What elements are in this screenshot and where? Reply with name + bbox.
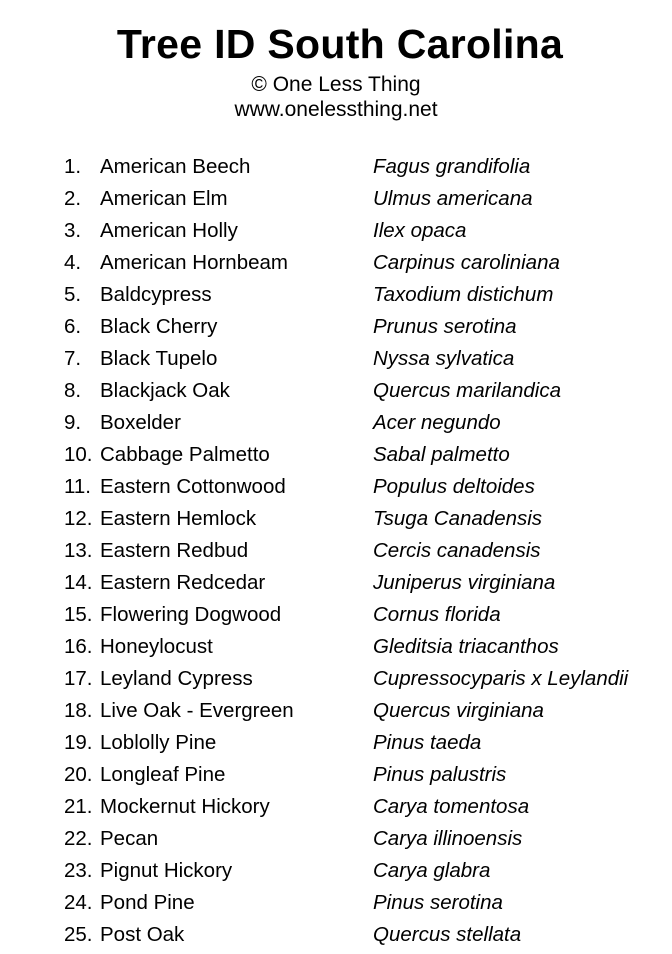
- list-item: [0, 695, 672, 727]
- list-item: [0, 599, 672, 631]
- item-number: 1.: [64, 155, 82, 178]
- list-item: [0, 663, 672, 695]
- list-item: [0, 247, 672, 279]
- copyright-line: © One Less Thing: [251, 73, 421, 96]
- scientific-name: Quercus virginiana: [373, 699, 544, 722]
- list-item: [0, 279, 672, 311]
- common-name: Flowering Dogwood: [100, 603, 282, 626]
- list-item: [0, 791, 672, 823]
- item-number: 8.: [64, 379, 82, 402]
- common-name: Eastern Hemlock: [100, 507, 257, 530]
- item-number: 13.: [64, 539, 93, 562]
- list-item: [0, 439, 672, 471]
- tree-list: [0, 151, 672, 951]
- common-name: Blackjack Oak: [100, 379, 230, 402]
- scientific-name: Ilex opaca: [373, 219, 467, 242]
- list-item: [0, 567, 672, 599]
- list-item: [0, 631, 672, 663]
- list-item: [0, 215, 672, 247]
- common-name: Eastern Cottonwood: [100, 475, 286, 498]
- common-name: Longleaf Pine: [100, 763, 226, 786]
- scientific-name: Pinus taeda: [373, 731, 482, 754]
- common-name: Mockernut Hickory: [100, 795, 270, 818]
- item-number: 6.: [64, 315, 82, 338]
- item-number: 15.: [64, 603, 93, 626]
- list-item: [0, 471, 672, 503]
- scientific-name: Gleditsia triacanthos: [373, 635, 559, 658]
- scientific-name: Carya illinoensis: [373, 827, 523, 850]
- common-name: Boxelder: [100, 411, 181, 434]
- list-item: [0, 823, 672, 855]
- item-number: 24.: [64, 891, 93, 914]
- common-name: Live Oak - Evergreen: [100, 699, 294, 722]
- item-number: 2.: [64, 187, 82, 210]
- item-number: 16.: [64, 635, 93, 658]
- common-name: Leyland Cypress: [100, 667, 253, 690]
- common-name: Eastern Redcedar: [100, 571, 266, 594]
- list-item: [0, 343, 672, 375]
- list-item: [0, 311, 672, 343]
- item-number: 4.: [64, 251, 82, 274]
- scientific-name: Pinus serotina: [373, 891, 503, 914]
- item-number: 22.: [64, 827, 93, 850]
- common-name: Black Cherry: [100, 315, 218, 338]
- common-name: Eastern Redbud: [100, 539, 249, 562]
- item-number: 3.: [64, 219, 82, 242]
- list-item: [0, 375, 672, 407]
- scientific-name: Fagus grandifolia: [373, 155, 531, 178]
- item-number: 12.: [64, 507, 93, 530]
- scientific-name: Pinus palustris: [373, 763, 507, 786]
- list-item: [0, 759, 672, 791]
- list-item: [0, 151, 672, 183]
- item-number: 21.: [64, 795, 93, 818]
- common-name: Black Tupelo: [100, 347, 218, 370]
- item-number: 25.: [64, 923, 93, 946]
- scientific-name: Cupressocyparis x Leylandii: [373, 667, 629, 690]
- scientific-name: Juniperus virginiana: [373, 571, 556, 594]
- scientific-name: Ulmus americana: [373, 187, 533, 210]
- item-number: 14.: [64, 571, 93, 594]
- scientific-name: Carpinus caroliniana: [373, 251, 560, 274]
- scientific-name: Carya glabra: [373, 859, 491, 882]
- list-item: [0, 727, 672, 759]
- item-number: 11.: [64, 475, 91, 498]
- list-item: [0, 887, 672, 919]
- common-name: American Elm: [100, 187, 228, 210]
- common-name: Pignut Hickory: [100, 859, 233, 882]
- scientific-name: Cercis canadensis: [373, 539, 541, 562]
- item-number: 9.: [64, 411, 82, 434]
- list-item: [0, 503, 672, 535]
- common-name: Pond Pine: [100, 891, 195, 914]
- scientific-name: Quercus marilandica: [373, 379, 561, 402]
- scientific-name: Quercus stellata: [373, 923, 522, 946]
- common-name: American Holly: [100, 219, 238, 242]
- scientific-name: Prunus serotina: [373, 315, 517, 338]
- common-name: Loblolly Pine: [100, 731, 217, 754]
- common-name: Pecan: [100, 827, 159, 850]
- item-number: 7.: [64, 347, 82, 370]
- list-item: [0, 855, 672, 887]
- item-number: 23.: [64, 859, 93, 882]
- scientific-name: Sabal palmetto: [373, 443, 510, 466]
- scientific-name: Carya tomentosa: [373, 795, 530, 818]
- list-item: [0, 919, 672, 951]
- list-item: [0, 183, 672, 215]
- common-name: American Hornbeam: [100, 251, 288, 274]
- common-name: Honeylocust: [100, 635, 213, 658]
- scientific-name: Nyssa sylvatica: [373, 347, 515, 370]
- website-link[interactable]: www.onelessthing.net: [234, 98, 438, 121]
- list-item: [0, 407, 672, 439]
- scientific-name: Tsuga Canadensis: [373, 507, 543, 530]
- common-name: Cabbage Palmetto: [100, 443, 270, 466]
- item-number: 17.: [64, 667, 93, 690]
- item-number: 10.: [64, 443, 93, 466]
- item-number: 18.: [64, 699, 93, 722]
- item-number: 19.: [64, 731, 93, 754]
- scientific-name: Taxodium distichum: [373, 283, 554, 306]
- page-title: Tree ID South Carolina: [116, 21, 564, 67]
- common-name: Baldcypress: [100, 283, 212, 306]
- scientific-name: Cornus florida: [373, 603, 501, 626]
- page-header: [0, 16, 672, 122]
- scientific-name: Acer negundo: [373, 411, 501, 434]
- scientific-name: Populus deltoides: [373, 475, 535, 498]
- list-item: [0, 535, 672, 567]
- item-number: 5.: [64, 283, 82, 306]
- item-number: 20.: [64, 763, 93, 786]
- common-name: Post Oak: [100, 923, 185, 946]
- common-name: American Beech: [100, 155, 251, 178]
